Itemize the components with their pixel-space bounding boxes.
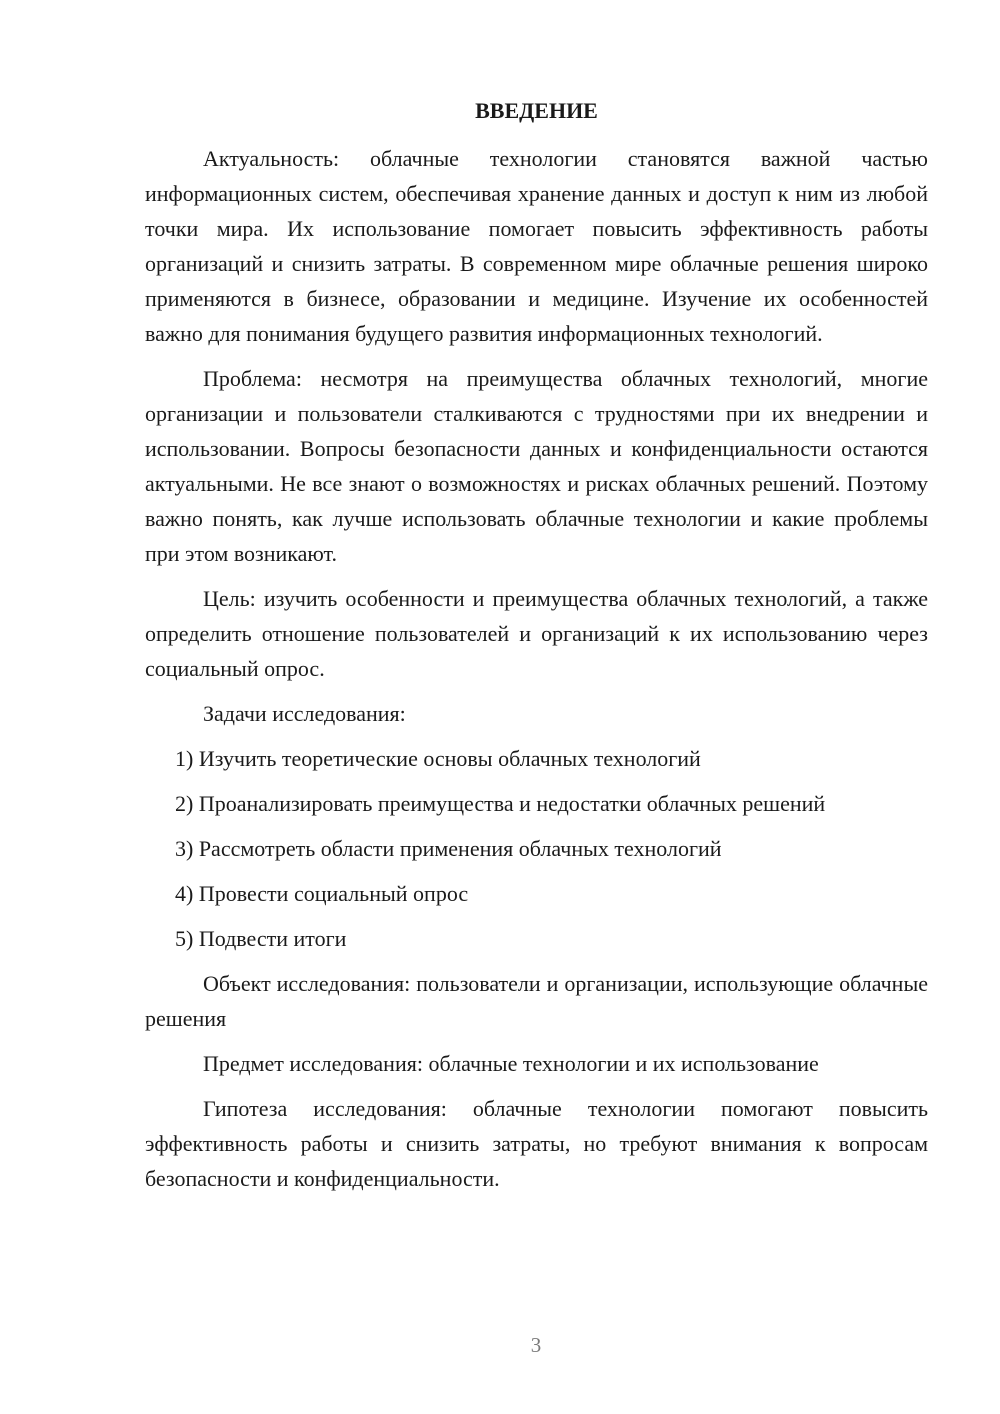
- tasks-title: Задачи исследования:: [203, 701, 406, 726]
- hypothesis-paragraph: Гипотеза исследования: облачные технологии помогают повысить эффективность работы и снизить затраты, но требуют внимания к вопросам безопасности и конфиденциальности.: [145, 1096, 928, 1191]
- task-list: [145, 741, 928, 956]
- relevance-paragraph: Актуальность: облачные технологии становятся важной частью информационных систем, обеспечивая хранение данных и доступ к ним из любой точки мира. Их использование помогает повысить эффективность работы организаций и снизить затраты. В современном мире облачные решения широко применяются в бизнесе, образовании и медицине. Изучение их особенностей важно для понимания будущего развития информационных технологий.: [145, 146, 928, 346]
- section-heading: ВВЕДЕНИЕ: [475, 98, 598, 123]
- goal-paragraph: Цель: изучить особенности и преимущества облачных технологий, а также определить отношение пользователей и организаций к их использованию через социальный опрос.: [145, 586, 928, 681]
- object-paragraph: Объект исследования: пользователи и организации, использующие облачные решения: [145, 971, 928, 1031]
- task-item: 3) Рассмотреть области применения облачных технологий: [175, 836, 722, 861]
- page-content: [145, 96, 928, 1206]
- task-item: 1) Изучить теоретические основы облачных технологий: [175, 746, 701, 771]
- page-number: 3: [530, 1333, 542, 1357]
- task-item: 2) Проанализировать преимущества и недостатки облачных решений: [175, 791, 826, 816]
- task-item: 5) Подвести итоги: [175, 926, 347, 951]
- subject-paragraph: Предмет исследования: облачные технологии и их использование: [203, 1051, 819, 1076]
- problem-paragraph: Проблема: несмотря на преимущества облачных технологий, многие организации и пользователи сталкиваются с трудностями при их внедрении и использовании. Вопросы безопасности данных и конфиденциальности остаются актуальными. Не все знают о возможностях и рисках облачных решений. Поэтому важно понять, как лучше использовать облачные технологии и какие проблемы при этом возникают.: [145, 366, 928, 566]
- task-item: 4) Провести социальный опрос: [175, 881, 469, 906]
